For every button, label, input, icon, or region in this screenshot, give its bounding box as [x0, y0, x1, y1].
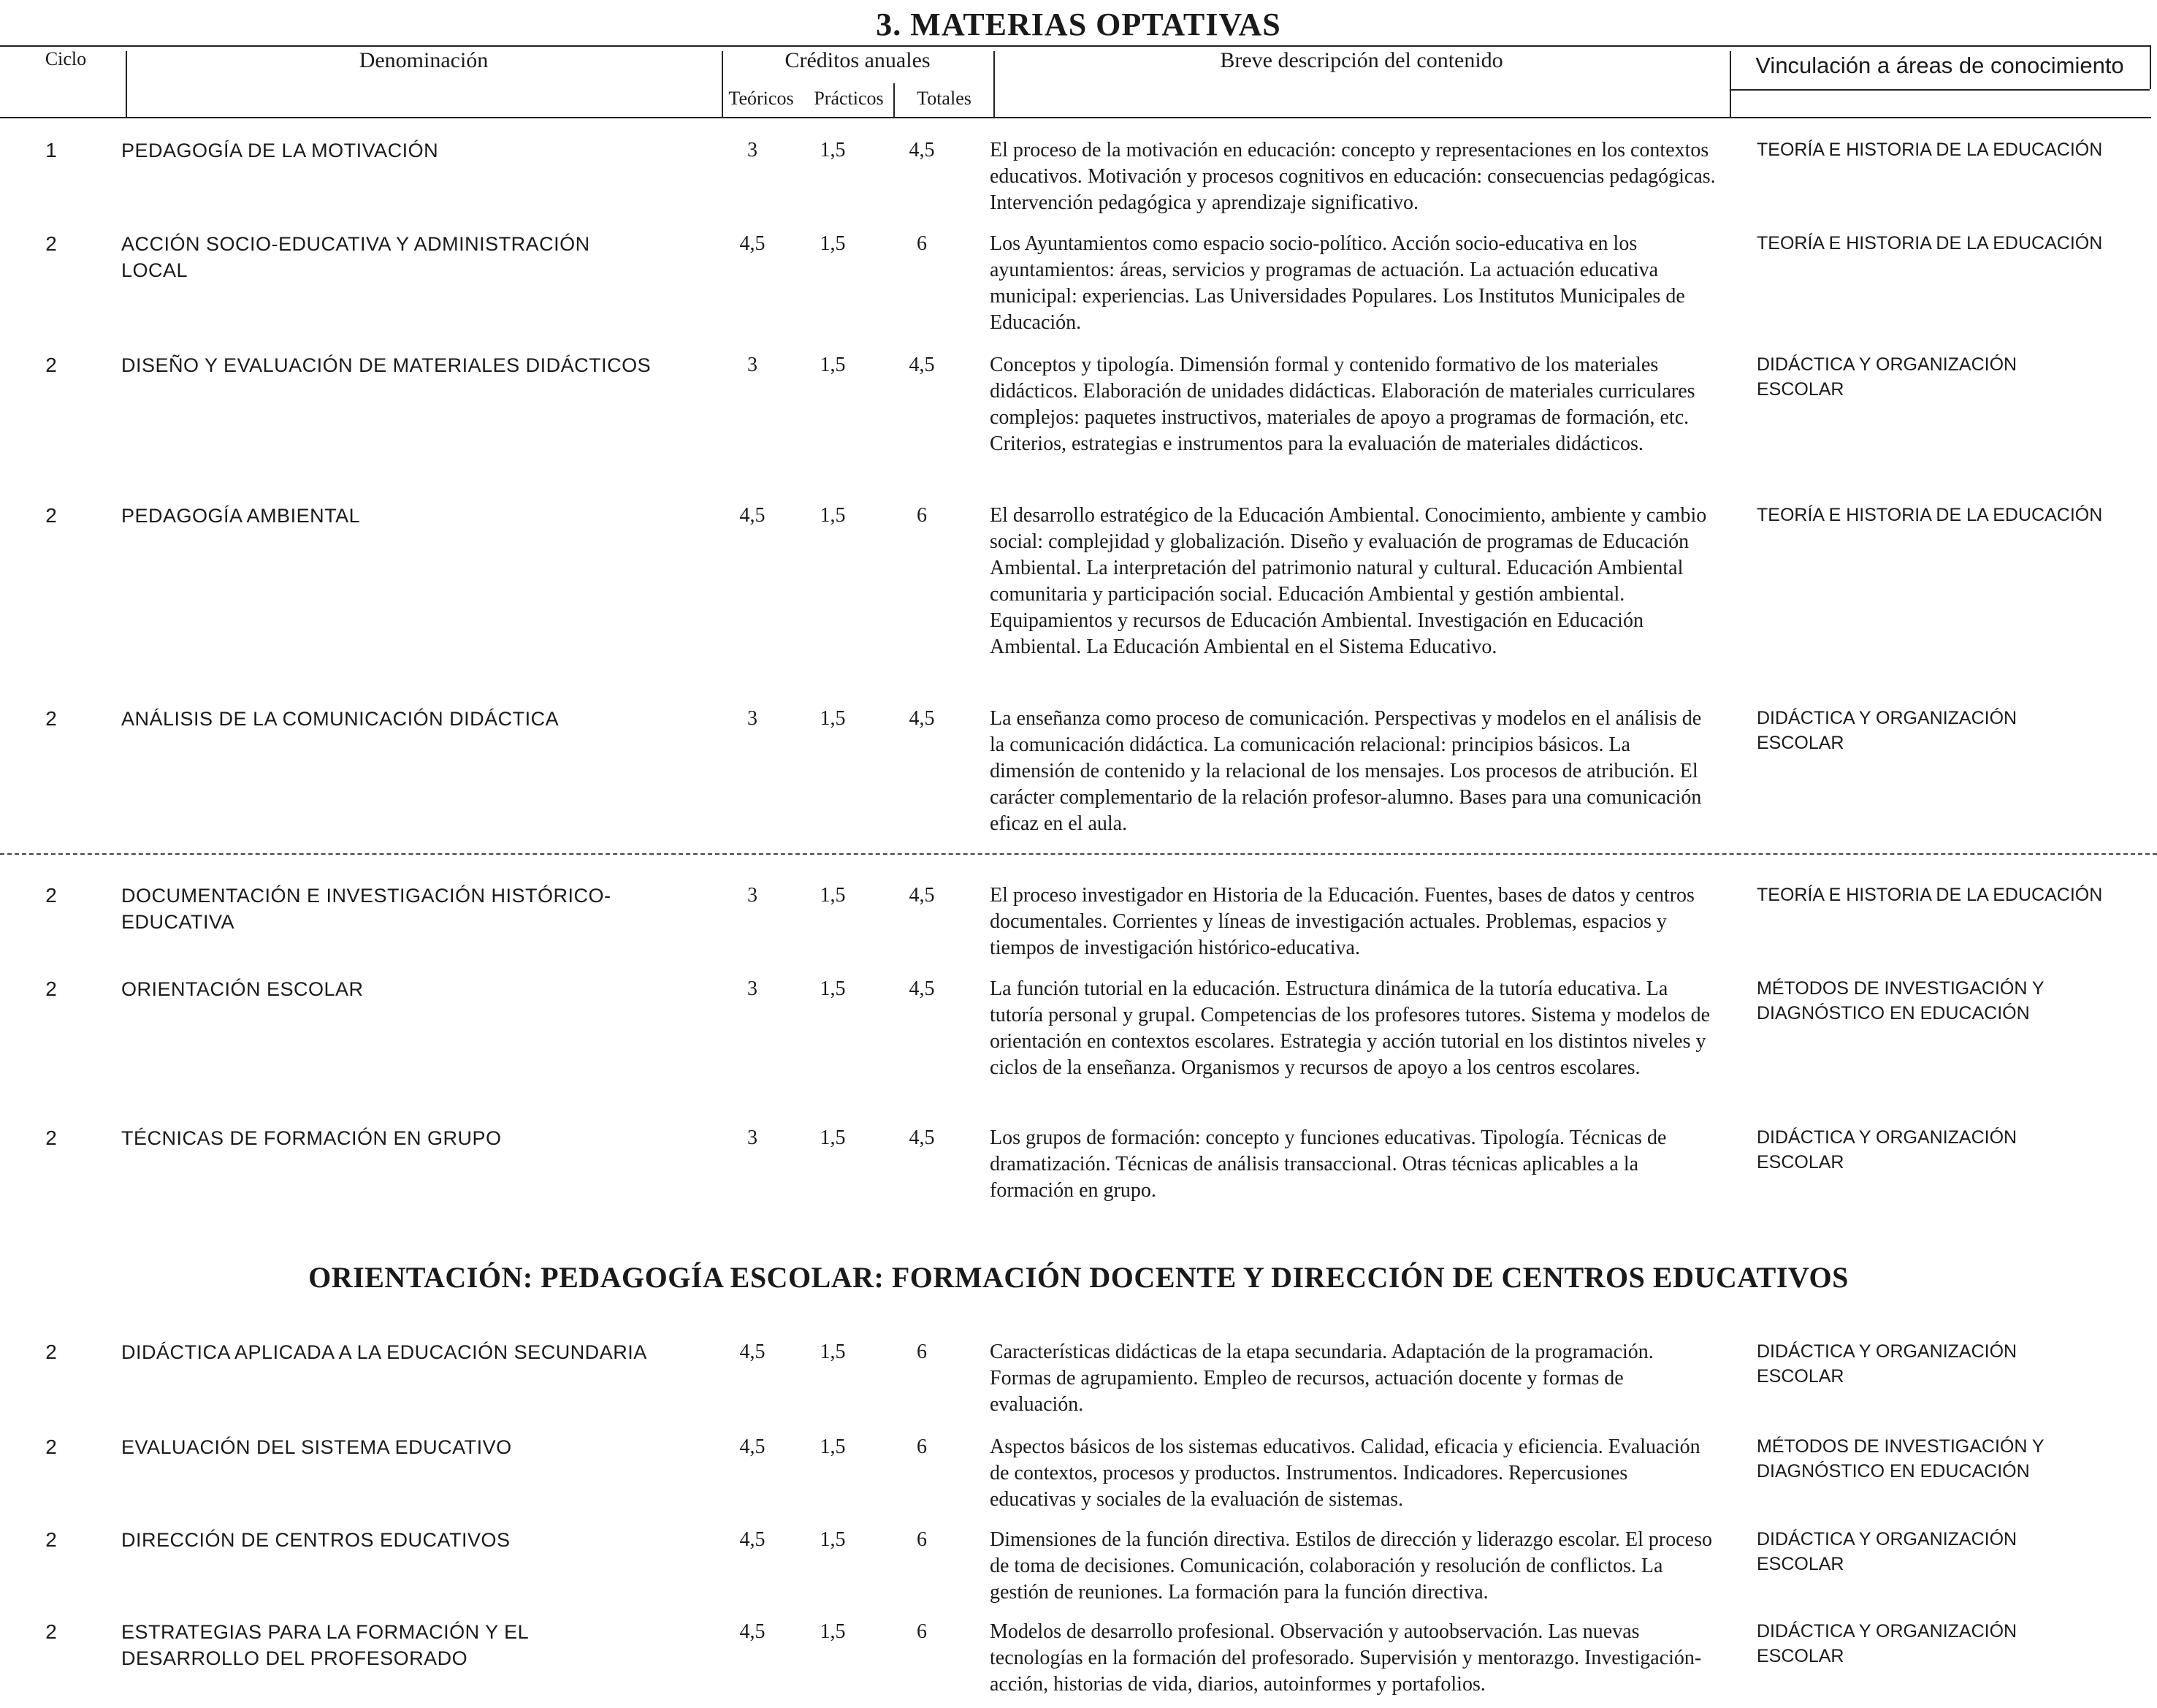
- cell-area: DIDÁCTICA Y ORGANIZACIÓN ESCOLAR: [1757, 1621, 2017, 1666]
- cell-denominacion: ORIENTACIÓN ESCOLAR: [121, 978, 364, 1000]
- cell-teoricos: 4,5: [739, 1528, 766, 1551]
- cell-totales: 6: [917, 1620, 927, 1643]
- cell-practicos: 1,5: [820, 354, 846, 376]
- cell-descripcion: Los Ayuntamientos como espacio socio-político. Acción socio-educativa en los ayuntamientos: áreas, servicios y programas de actuación. La actuación educativa municipal: experiencias. Las Universidades Populares. Los Institutos Municipales de Educación.: [990, 232, 1685, 334]
- cell-ciclo: 2: [45, 1436, 57, 1458]
- cell-area: DIDÁCTICA Y ORGANIZACIÓN ESCOLAR: [1757, 1529, 2017, 1574]
- header-top-rule: [0, 45, 2151, 47]
- cell-totales: 6: [917, 1341, 927, 1363]
- cell-practicos: 1,5: [820, 707, 846, 730]
- cell-ciclo: 2: [45, 354, 57, 376]
- cell-area: DIDÁCTICA Y ORGANIZACIÓN ESCOLAR: [1757, 1341, 2017, 1387]
- page-title: 3. MATERIAS OPTATIVAS: [876, 7, 1281, 42]
- cell-area: MÉTODOS DE INVESTIGACIÓN Y DIAGNÓSTICO EN EDUCACIÓN: [1757, 978, 2045, 1023]
- cell-totales: 6: [917, 1436, 927, 1458]
- cell-totales: 6: [917, 504, 927, 527]
- cell-area: DIDÁCTICA Y ORGANIZACIÓN ESCOLAR: [1757, 708, 2017, 753]
- header-practicos: Prácticos: [814, 88, 884, 109]
- cell-totales: 4,5: [909, 139, 935, 161]
- cell-denominacion: DIRECCIÓN DE CENTROS EDUCATIVOS: [121, 1529, 511, 1551]
- cell-denominacion: ESTRATEGIAS PARA LA FORMACIÓN Y EL DESARROLLO DEL PROFESORADO: [121, 1621, 529, 1669]
- cell-practicos: 1,5: [820, 1528, 846, 1551]
- cell-descripcion: Características didácticas de la etapa secundaria. Adaptación de la programación. Formas de agrupamiento. Empleo de recursos, actuación docente y formas de evaluación.: [990, 1341, 1654, 1416]
- table-header: [0, 45, 2157, 118]
- cell-teoricos: 3: [747, 354, 757, 376]
- cell-descripcion: La función tutorial en la educación. Estructura dinámica de la tutoría educativa. La tutoría personal y grupal. Competencias de los profesores tutores. Sistema y modelos de orientación en contextos escolares. Estrategia y acción tutorial en los distintos niveles y ciclos de la enseñanza. Organismos y recursos de apoyo a los centros escolares.: [990, 977, 1711, 1079]
- cell-ciclo: 2: [45, 1620, 57, 1643]
- cell-practicos: 1,5: [820, 884, 846, 907]
- cell-denominacion: EVALUACIÓN DEL SISTEMA EDUCATIVO: [121, 1436, 512, 1458]
- cell-teoricos: 4,5: [739, 1341, 766, 1363]
- row-divider: [0, 853, 2157, 855]
- cell-totales: 6: [917, 1528, 927, 1551]
- cell-totales: 4,5: [909, 1126, 935, 1149]
- header-descripcion: Breve descripción del contenido: [1220, 48, 1503, 72]
- cell-descripcion: El proceso investigador en Historia de la Educación. Fuentes, bases de datos y centros documentales. Corrientes y líneas de investigación actuales. Problemas, espacios y tiempos de investigación histórico-educativa.: [990, 884, 1695, 959]
- cell-descripcion: El desarrollo estratégico de la Educación Ambiental. Conocimiento, ambiente y cambio social: complejidad y globalización. Diseño y evaluación de programas de Educación Ambiental. La interpretación del patrimonio natural y cultural. Educación Ambiental comunitaria y participación social. Educación Ambiental y gestión ambiental. Equipamientos y recursos de Educación Ambiental. Investigación en Educación Ambiental. La Educación Ambiental en el Sistema Educativo.: [990, 504, 1707, 658]
- cell-totales: 4,5: [909, 354, 935, 376]
- header-teoricos: Teóricos: [728, 88, 794, 109]
- cell-denominacion: DIDÁCTICA APLICADA A LA EDUCACIÓN SECUNDARIA: [121, 1341, 647, 1363]
- cell-denominacion: PEDAGOGÍA DE LA MOTIVACIÓN: [121, 140, 439, 161]
- cell-teoricos: 4,5: [739, 1436, 766, 1458]
- cell-descripcion: La enseñanza como proceso de comunicación. Perspectivas y modelos en el análisis de la comunicación didáctica. La comunicación relacional: principios básicos. La dimensión de contenido y la relacional de los mensajes. Los procesos de atribución. El carácter complementario de la relación profesor-alumno. Bases para una comunicación eficaz en el aula.: [990, 707, 1702, 835]
- cell-area: TEORÍA E HISTORIA DE LA EDUCACIÓN: [1757, 233, 2103, 253]
- cell-teoricos: 4,5: [739, 232, 766, 255]
- cell-ciclo: 2: [45, 1528, 57, 1551]
- cell-teoricos: 3: [747, 707, 757, 730]
- header-totales: Totales: [917, 88, 971, 109]
- cell-ciclo: 2: [45, 504, 57, 527]
- cell-teoricos: 3: [747, 884, 757, 907]
- section-title: ORIENTACIÓN: PEDAGOGÍA ESCOLAR: FORMACIÓN DOCENTE Y DIRECCIÓN DE CENTROS EDUCATIVOS: [308, 1261, 1849, 1294]
- cell-ciclo: 2: [45, 232, 57, 255]
- cell-denominacion: DOCUMENTACIÓN E INVESTIGACIÓN HISTÓRICO-EDUCATIVA: [121, 885, 611, 933]
- cell-totales: 4,5: [909, 884, 935, 907]
- cell-area: TEORÍA E HISTORIA DE LA EDUCACIÓN: [1757, 505, 2103, 525]
- cell-practicos: 1,5: [820, 139, 846, 161]
- cell-ciclo: 2: [45, 1126, 57, 1149]
- header-vinculacion: Vinculación a áreas de conocimiento: [1755, 53, 2124, 78]
- cell-practicos: 1,5: [820, 1126, 846, 1149]
- cell-area: TEORÍA E HISTORIA DE LA EDUCACIÓN: [1757, 140, 2103, 160]
- cell-descripcion: El proceso de la motivación en educación: concepto y representaciones en los contextos educativos. Motivación y procesos cognitivos en educación: consecuencias pedagógicas. Intervención pedagógica y aprendizaje significativo.: [990, 139, 1716, 214]
- cell-denominacion: PEDAGOGÍA AMBIENTAL: [121, 505, 361, 527]
- cell-area: DIDÁCTICA Y ORGANIZACIÓN ESCOLAR: [1757, 354, 2017, 400]
- header-divider: [2150, 45, 2151, 89]
- cell-denominacion: DISEÑO Y EVALUACIÓN DE MATERIALES DIDÁCTICOS: [121, 354, 652, 376]
- cell-practicos: 1,5: [820, 1341, 846, 1363]
- cell-ciclo: 1: [45, 139, 57, 161]
- header-creditos: Créditos anuales: [784, 48, 931, 72]
- cell-teoricos: 3: [747, 1126, 757, 1149]
- cell-denominacion: ACCIÓN SOCIO-EDUCATIVA Y ADMINISTRACIÓN LOCAL: [121, 233, 590, 281]
- cell-ciclo: 2: [45, 1341, 57, 1363]
- cell-descripcion: Conceptos y tipología. Dimensión formal y contenido formativo de los materiales didácticos. Elaboración de unidades didácticas. Elaboración de materiales curriculares complejos: paquetes instructivos, materiales de apoyo a programas de formación, etc. Criterios, estrategias e instrumentos para la evaluación de materiales didácticos.: [990, 354, 1695, 455]
- cell-totales: 4,5: [909, 977, 935, 1000]
- cell-denominacion: TÉCNICAS DE FORMACIÓN EN GRUPO: [121, 1127, 502, 1149]
- cell-practicos: 1,5: [820, 1620, 846, 1643]
- cell-ciclo: 2: [45, 977, 57, 1000]
- cell-totales: 6: [917, 232, 927, 255]
- cell-denominacion: ANÁLISIS DE LA COMUNICACIÓN DIDÁCTICA: [121, 708, 560, 730]
- cell-teoricos: 4,5: [739, 1620, 766, 1643]
- header-ciclo: Ciclo: [45, 48, 87, 69]
- header-denominacion: Denominación: [359, 48, 489, 72]
- header-divider: [1730, 89, 2150, 91]
- cell-teoricos: 4,5: [739, 504, 766, 527]
- cell-practicos: 1,5: [820, 504, 846, 527]
- header-bottom-rule: [0, 117, 2151, 118]
- cell-ciclo: 2: [45, 884, 57, 907]
- cell-descripcion: Aspectos básicos de los sistemas educativos. Calidad, eficacia y eficiencia. Evaluación de contextos, procesos y productos. Instrumentos. Indicadores. Repercusiones educativas y sociales de la evaluación de sistemas.: [990, 1436, 1700, 1511]
- cell-area: DIDÁCTICA Y ORGANIZACIÓN ESCOLAR: [1757, 1127, 2017, 1173]
- cell-descripcion: Dimensiones de la función directiva. Estilos de dirección y liderazgo escolar. El proceso de toma de decisiones. Comunicación, colaboración y resolución de conflictos. La gestión de reuniones. La formación para la función directiva.: [990, 1528, 1713, 1604]
- cell-area: TEORÍA E HISTORIA DE LA EDUCACIÓN: [1757, 885, 2103, 905]
- cell-descripcion: Modelos de desarrollo profesional. Observación y autoobservación. Las nuevas tecnologías en la formación del profesorado. Supervisión y mentorazgo. Investigación-acción, historias de vida, diarios, autoinformes y portafolios.: [990, 1620, 1702, 1696]
- cell-ciclo: 2: [45, 707, 57, 730]
- cell-practicos: 1,5: [820, 977, 846, 1000]
- cell-teoricos: 3: [747, 977, 757, 1000]
- cell-practicos: 1,5: [820, 1436, 846, 1458]
- cell-practicos: 1,5: [820, 232, 846, 255]
- cell-area: MÉTODOS DE INVESTIGACIÓN Y DIAGNÓSTICO EN EDUCACIÓN: [1757, 1436, 2045, 1482]
- cell-teoricos: 3: [747, 139, 757, 161]
- cell-descripcion: Los grupos de formación: concepto y funciones educativas. Tipología. Técnicas de dramatización. Técnicas de análisis transaccional. Otras técnicas aplicables a la formación en grupo.: [990, 1126, 1667, 1202]
- cell-totales: 4,5: [909, 707, 935, 730]
